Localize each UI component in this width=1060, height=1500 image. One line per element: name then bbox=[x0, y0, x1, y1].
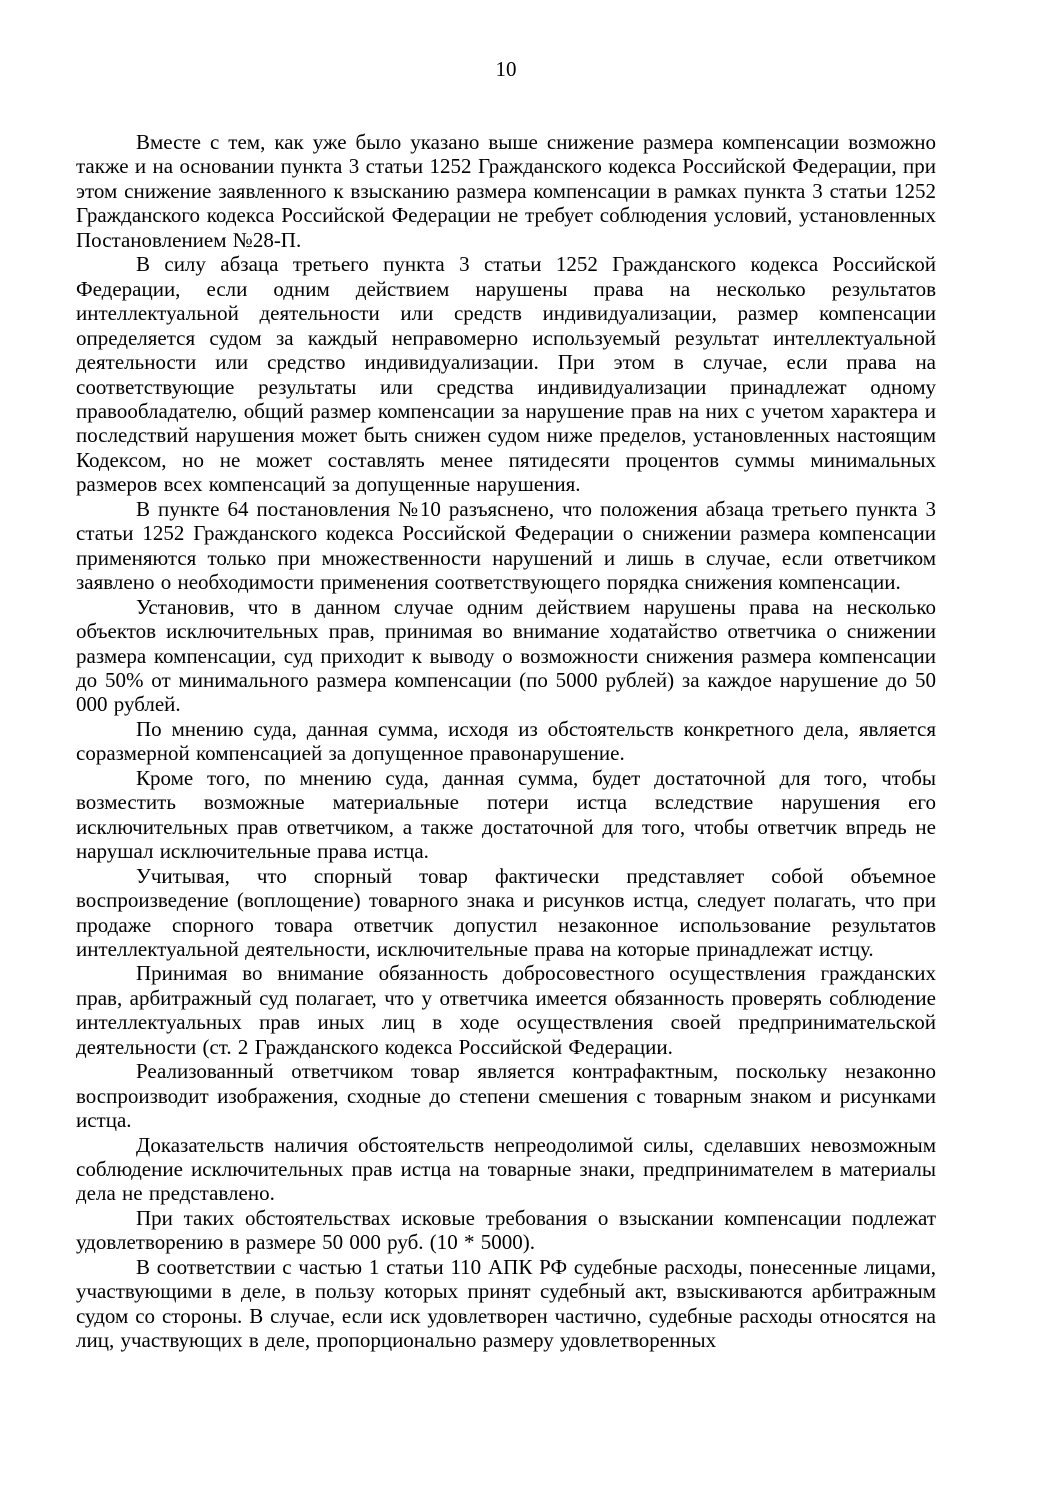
document-body bbox=[76, 130, 936, 1353]
body-paragraph: В соответствии с частью 1 статьи 110 АПК РФ судебные расходы, понесенные лицами, участвующими в деле, в пользу которых принят судебный акт, взыскиваются арбитражным судом со стороны. В случае, если иск удовлетворен частично, судебные расходы относятся на лиц, участвующих в деле, пропорционально размеру удовлетворенных bbox=[76, 1254, 936, 1353]
body-paragraph: В пункте 64 постановления №10 разъяснено, что положения абзаца третьего пункта 3 статьи 1252 Гражданского кодекса Российской Федерации о снижении размера компенсации применяются только при множественности нарушений и лишь в случае, если ответчиком заявлено о необходимости применения соответствующего порядка снижения компенсации. bbox=[76, 496, 936, 595]
body-paragraph: Доказательств наличия обстоятельств непреодолимой силы, сделавших невозможным соблюдение исключительных прав истца на товарные знаки, предпринимателем в материалы дела не представлено. bbox=[76, 1132, 936, 1206]
body-paragraph: По мнению суда, данная сумма, исходя из обстоятельств конкретного дела, является соразмерной компенсацией за допущенное правонарушение. bbox=[76, 716, 936, 766]
body-paragraph: При таких обстоятельствах исковые требования о взыскании компенсации подлежат удовлетворению в размере 50 000 руб. (10 * 5000). bbox=[76, 1205, 936, 1255]
body-paragraph: Реализованный ответчиком товар является контрафактным, поскольку незаконно воспроизводит изображения, сходные до степени смешения с товарным знаком и рисунками истца. bbox=[76, 1059, 936, 1133]
body-paragraph: Установив, что в данном случае одним действием нарушены права на несколько объектов исключительных прав, принимая во внимание ходатайство ответчика о снижении размера компенсации, суд приходит к выводу о возможности снижения размера компенсации до 50% от минимального размера компенсации (по 5000 рублей) за каждое нарушение до 50 000 рублей. bbox=[76, 594, 936, 717]
body-paragraph: Кроме того, по мнению суда, данная сумма, будет достаточной для того, чтобы возместить возможные материальные потери истца вследствие нарушения его исключительных прав ответчиком, а также достаточной для того, чтобы ответчик впредь не нарушал исключительные права истца. bbox=[76, 765, 936, 864]
body-paragraph: Принимая во внимание обязанность добросовестного осуществления гражданских прав, арбитражный суд полагает, что у ответчика имеется обязанность проверять соблюдение интеллектуальных прав иных лиц в ходе осуществления своей предпринимательской деятельности (ст. 2 Гражданского кодекса Российской Федерации. bbox=[76, 961, 936, 1059]
body-paragraph: Вместе с тем, как уже было указано выше снижение размера компенсации возможно также и на основании пункта 3 статьи 1252 Гражданского кодекса Российской Федерации, при этом снижение заявленного к взысканию размера компенсации в рамках пункта 3 статьи 1252 Гражданского кодекса Российской Федерации не требует соблюдения условий, установленных Постановлением №28-П. bbox=[76, 130, 936, 252]
body-paragraph: Учитывая, что спорный товар фактически представляет собой объемное воспроизведение (воплощение) товарного знака и рисунков истца, следует полагать, что при продаже спорного товара ответчик допустил незаконное использование результатов интеллектуальной деятельности, исключительные права на которые принадлежат истцу. bbox=[76, 863, 936, 961]
body-paragraph: В силу абзаца третьего пункта 3 статьи 1252 Гражданского кодекса Российской Федерации, если одним действием нарушены права на несколько результатов интеллектуальной деятельности или средств индивидуализации, размер компенсации определяется судом за каждый неправомерно используемый результат интеллектуальной деятельности или средство индивидуализации. При этом в случае, если права на соответствующие результаты или средства индивидуализации принадлежат одному правообладателю, общий размер компенсации за нарушение прав на них с учетом характера и последствий нарушения может быть снижен судом ниже пределов, установленных настоящим Кодексом, но не может составлять менее пятидесяти процентов суммы минимальных размеров всех компенсаций за допущенные нарушения. bbox=[76, 252, 936, 497]
page-number: 10 bbox=[495, 57, 517, 81]
